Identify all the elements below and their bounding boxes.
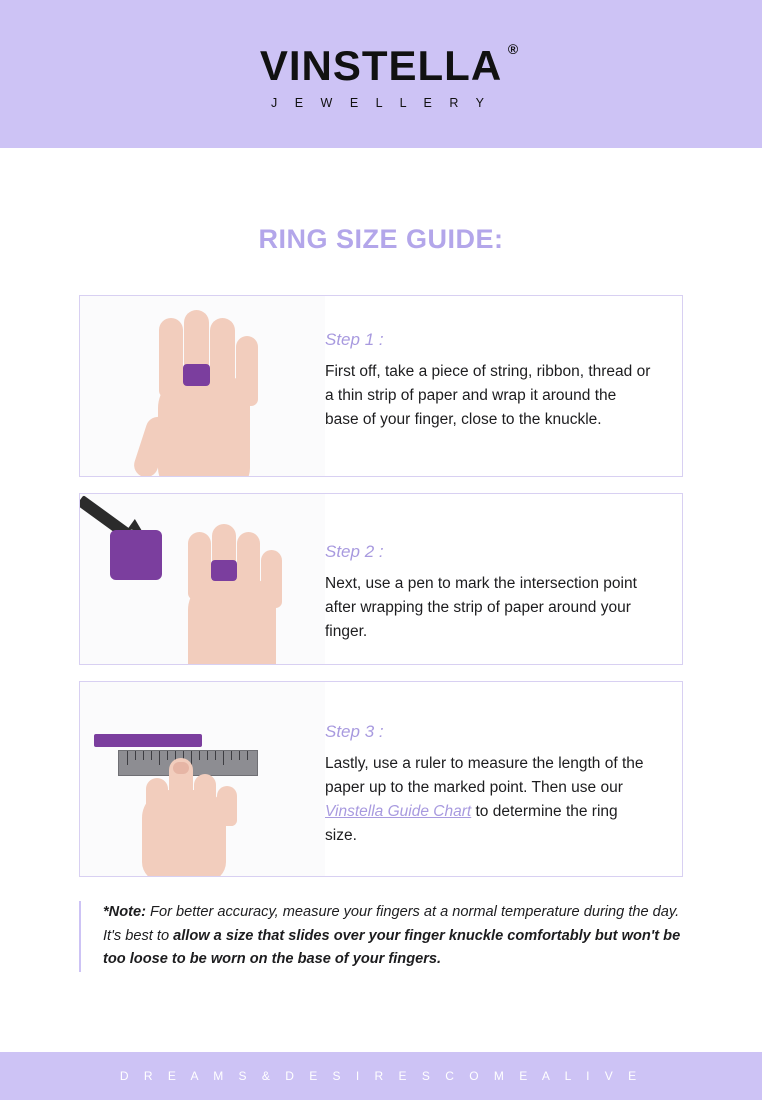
fingernail-icon [173, 762, 189, 774]
step-3-body-before: Lastly, use a ruler to measure the length of the paper up to the marked point. Then use our [325, 755, 644, 797]
step-2-label: Step 2 : [325, 542, 384, 561]
step-1-label: Step 1 : [325, 330, 384, 349]
step-3-label: Step 3 : [325, 722, 384, 742]
step-3-text [325, 682, 682, 876]
registered-trademark-icon: ® [507, 40, 519, 57]
step-card-3 [79, 681, 683, 877]
step-3-illustration [80, 682, 325, 876]
vinstella-guide-chart-link[interactable]: Vinstella Guide Chart [325, 803, 472, 821]
paper-strip-icon [94, 734, 202, 747]
brand-subtitle: J E W E L L E R Y [271, 95, 491, 110]
paper-strip-icon [110, 530, 162, 580]
step-3-body [325, 752, 652, 848]
brand-logo [259, 40, 519, 110]
step-2-illustration [80, 494, 325, 664]
note-part1: For better accuracy, measure your fingers at a normal temperature during the day. It's best to [103, 904, 680, 944]
step-1-illustration [80, 296, 325, 476]
note-bold: allow a size that slides over your finger knuckle comfortably but won't be too loose to be worn on the base of your fingers. [103, 927, 681, 968]
palm-icon [188, 578, 276, 664]
steps-list [79, 295, 683, 877]
palm-icon [158, 374, 250, 476]
brand-name: VINSTELLA [259, 41, 503, 89]
step-card-1 [79, 295, 683, 477]
accuracy-note [79, 901, 683, 972]
page-header [0, 0, 762, 148]
page-footer [0, 1052, 762, 1100]
step-1-text [325, 296, 682, 476]
note-prefix: *Note: [103, 904, 146, 921]
step-2-body: Next, use a pen to mark the intersection point after wrapping the strip of paper around your finger. [325, 575, 637, 641]
palm-icon [142, 790, 226, 876]
step-card-2 [79, 493, 683, 665]
step-2-text [325, 494, 682, 664]
paper-ring-icon [183, 364, 210, 386]
footer-tagline: D R E A M S & D E S I R E S C O M E A L I V E [119, 1069, 643, 1083]
step-3-body-after: to determine the ring size. [325, 803, 618, 845]
step-1-body: First off, take a piece of string, ribbon, thread or a thin strip of paper and wrap it around the base of your finger, close to the knuckle. [325, 363, 651, 429]
page-title: RING SIZE GUIDE: [258, 224, 504, 254]
paper-ring-icon [211, 560, 237, 581]
